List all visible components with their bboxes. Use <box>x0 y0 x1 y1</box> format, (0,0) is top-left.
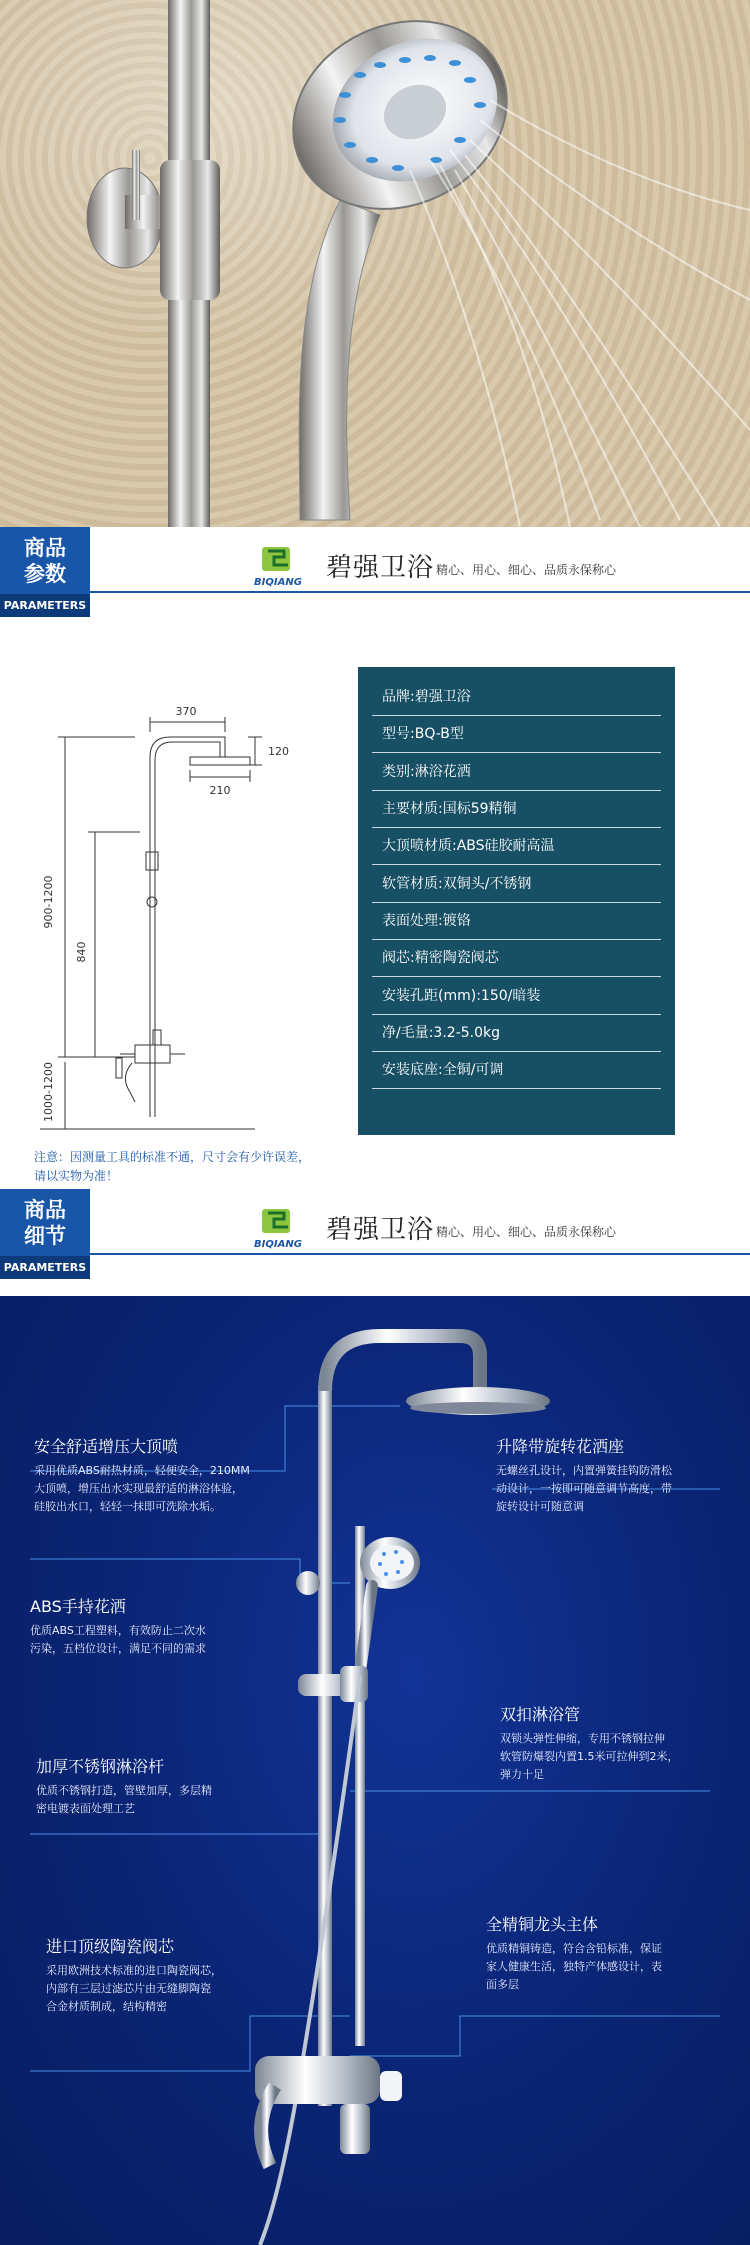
feature-body <box>486 1914 662 1994</box>
feature-desc: 双锁头弹性伸缩，专用不锈钢拉伸 <box>500 1732 665 1745</box>
feature-title: 加厚不锈钢淋浴杆 <box>36 1757 165 1776</box>
spec-row: 安装孔距(mm):150/暗装 <box>372 978 661 1015</box>
section-tag-en: PARAMETERS <box>0 594 90 617</box>
feature-desc: 采用欧洲技术标准的进口陶瓷阀芯， <box>46 1964 222 1977</box>
feature-desc: 合金材质制成，结构精密 <box>46 2000 167 2013</box>
header-rule <box>90 1253 750 1255</box>
hero-shower-photo <box>0 0 750 527</box>
spec-row: 型号:BQ-B型 <box>372 716 661 753</box>
section-tag-en: PARAMETERS <box>0 1256 90 1279</box>
feature-rod <box>36 1756 212 1818</box>
spec-row: 主要材质:国标59精铜 <box>372 791 661 828</box>
brand-logo <box>232 1207 324 1251</box>
feature-desc: 优质ABS工程塑料，有效防止二次水 <box>30 1624 206 1637</box>
spec-row: 品牌:碧强卫浴 <box>372 679 661 716</box>
note-line1: 注意：因测量工具的标准不通，尺寸会有少许误差， <box>34 1150 311 1164</box>
feature-desc: 优质精铜铸造，符合含铅标准，保证 <box>486 1942 662 1955</box>
section-tag <box>0 1189 90 1279</box>
brand-name: 碧强卫浴 <box>326 553 435 583</box>
section-tag-line2: 参数 <box>24 562 66 586</box>
feature-title: 升降带旋转花洒座 <box>496 1437 625 1456</box>
feature-title: 全精铜龙头主体 <box>486 1915 599 1934</box>
brand-slogan: 精心、用心、细心、品质永保称心 <box>436 1225 617 1239</box>
feature-lift-seat <box>496 1436 672 1516</box>
spec-row: 软管材质:双铜头/不锈钢 <box>372 866 661 903</box>
feature-title: 双扣淋浴管 <box>500 1705 581 1724</box>
feature-desc: 采用优质ABS耐热材质，轻便安全，210MM <box>34 1464 250 1477</box>
feature-desc: 大顶喷，增压出水实现最舒适的淋浴体验， <box>34 1482 243 1495</box>
spec-panel <box>358 667 675 1135</box>
feature-desc: 软管防爆裂内置1.5米可拉伸到2米， <box>500 1750 679 1763</box>
measurement-note <box>34 1148 334 1186</box>
dim-210: 210 <box>209 784 231 797</box>
spec-row: 安装底座:全铜/可调 <box>372 1052 661 1089</box>
details-section <box>0 1296 750 2245</box>
brand-name: 碧强卫浴 <box>326 1215 435 1245</box>
spec-row: 表面处理:镀铬 <box>372 903 661 940</box>
feature-desc: 硅胶出水口，轻轻一抹即可洗除水垢。 <box>34 1500 221 1513</box>
feature-desc: 无螺丝孔设计，内置弹簧挂钩防滑松 <box>496 1464 672 1477</box>
brand-logo-text: BIQIANG <box>254 1239 302 1250</box>
feature-title: 进口顶级陶瓷阀芯 <box>46 1937 175 1956</box>
dim-370: 370 <box>175 705 197 718</box>
header-rule <box>90 591 750 593</box>
feature-desc: 家人健康生活，独特产体感设计，表 <box>486 1960 662 1973</box>
parameters-section <box>0 617 750 1189</box>
spec-row: 净/毛量:3.2-5.0kg <box>372 1015 661 1052</box>
feature-desc: 优质不锈钢打造，管壁加厚，多层精 <box>36 1784 212 1797</box>
section-tag <box>0 527 90 617</box>
details-header-band <box>0 1189 750 1279</box>
feature-title: 安全舒适增压大顶喷 <box>34 1437 179 1456</box>
feature-desc: 密电镀表面处理工艺 <box>36 1802 135 1815</box>
dim-1000-1200: 1000-1200 <box>42 1062 55 1122</box>
dim-120: 120 <box>268 745 289 758</box>
brand-logo-text: BIQIANG <box>254 577 302 588</box>
feature-hose <box>500 1704 679 1784</box>
feature-desc: 内部有三层过滤芯片由无缝脚陶瓷 <box>46 1982 211 1995</box>
feature-desc: 动设计，一按即可随意调节高度，带 <box>496 1482 672 1495</box>
brand-logo <box>232 545 324 589</box>
section-tag-line1: 商品 <box>24 1198 66 1222</box>
dim-900-1200: 900-1200 <box>42 875 55 929</box>
feature-desc: 污染，五档位设计，满足不同的需求 <box>30 1642 206 1655</box>
note-line2: 请以实物为准！ <box>34 1169 119 1183</box>
spec-row: 大顶喷材质:ABS硅胶耐高温 <box>372 828 661 865</box>
spec-row: 阀芯:精密陶瓷阀芯 <box>372 940 661 977</box>
feature-top-spray <box>34 1436 250 1516</box>
section-tag-line1: 商品 <box>24 536 66 560</box>
feature-desc: 弹力十足 <box>500 1768 544 1781</box>
section-tag-line2: 细节 <box>24 1224 66 1248</box>
dim-840: 840 <box>75 941 88 963</box>
params-header-band <box>0 527 750 617</box>
feature-desc: 面多层 <box>486 1978 519 1991</box>
feature-desc: 旋转设计可随意调 <box>496 1500 584 1513</box>
feature-valve <box>46 1936 222 2016</box>
feature-hand-shower <box>30 1596 206 1658</box>
brand-slogan: 精心、用心、细心、品质永保称心 <box>436 563 617 577</box>
spec-row: 类别:淋浴花洒 <box>372 754 661 791</box>
dimension-diagram <box>10 662 340 1142</box>
feature-title: ABS手持花洒 <box>30 1597 126 1616</box>
